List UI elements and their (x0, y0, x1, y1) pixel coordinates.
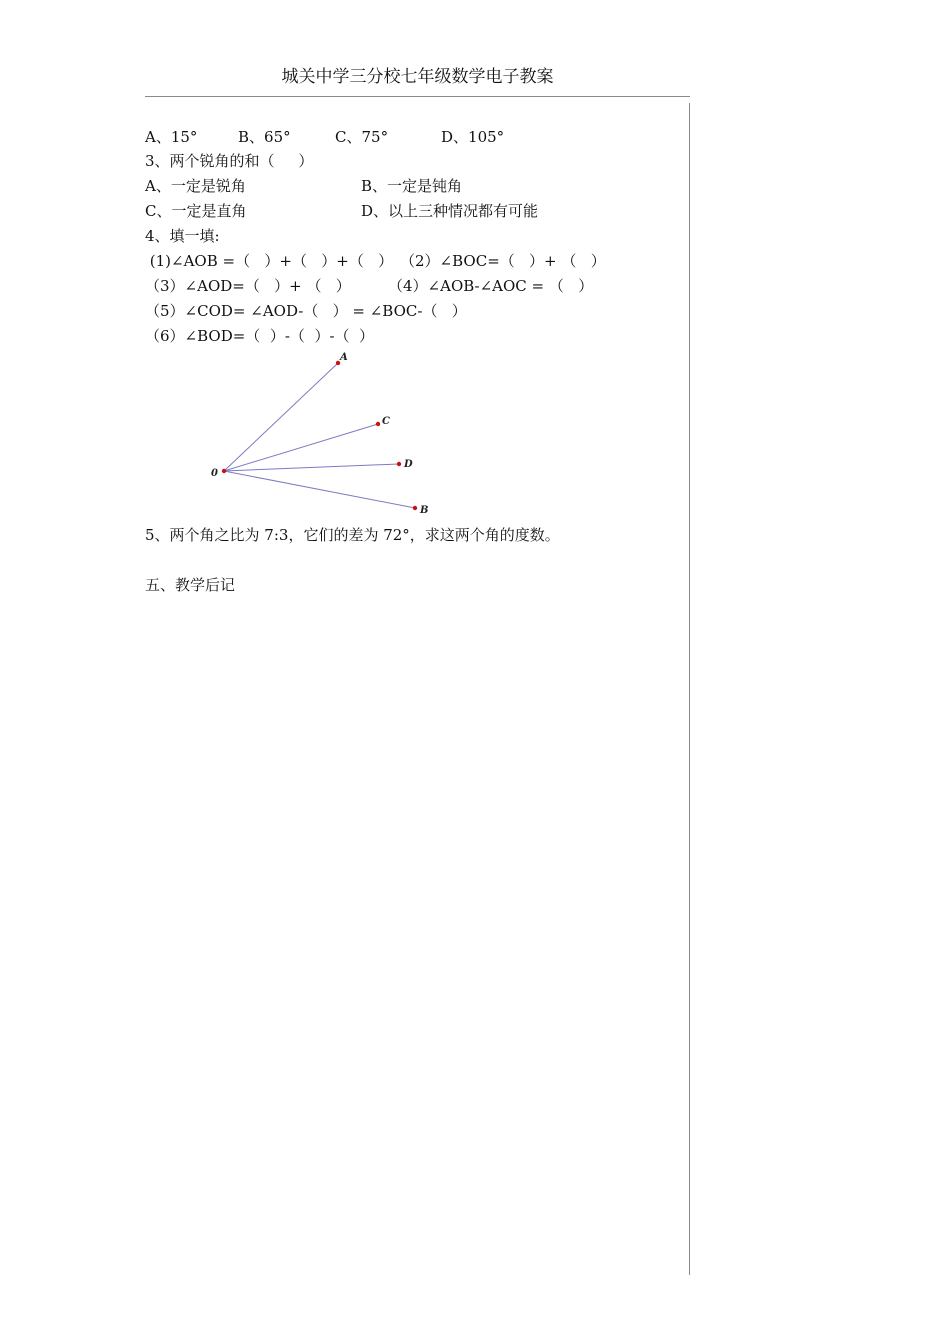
label-o: 0 (211, 468, 218, 479)
q4-item-2: （2）∠BOC=（ ）+ （ ） (400, 252, 606, 270)
point-d (397, 462, 401, 466)
q2-option-d: D、105° (441, 128, 505, 146)
page-header-title: 城关中学三分校七年级数学电子教案 (281, 67, 554, 87)
q4-item-3: （3）∠AOD=（ ）+ （ ） (145, 277, 351, 295)
right-margin-rule (689, 103, 690, 1275)
q2-option-c: C、75° (335, 128, 389, 146)
q4-stem: 4、填一填: (145, 227, 220, 245)
q2-option-a: A、15° (145, 128, 198, 146)
q3-stem: 3、两个锐角的和（ ） (145, 152, 314, 170)
point-o (222, 469, 226, 473)
label-c: C (382, 416, 390, 427)
q3-option-d: D、以上三种情况都有可能 (361, 202, 539, 220)
ray-od (224, 464, 399, 471)
ray-oa (224, 363, 338, 471)
angle-figure (200, 348, 450, 520)
q3-option-b: B、一定是钝角 (361, 177, 463, 195)
label-d: D (404, 459, 413, 470)
ray-oc (224, 424, 378, 471)
q4-item-4: （4）∠AOB-∠AOC = （ ） (388, 277, 594, 295)
q3-option-c: C、一定是直角 (145, 202, 247, 220)
section-5-title: 五、教学后记 (145, 576, 236, 594)
q4-item-6: （6）∠BOD=（ ）-（ ）-（ ） (145, 327, 375, 345)
q4-item-5: （5）∠COD= ∠AOD-（ ） = ∠BOC-（ ） (145, 302, 467, 320)
q5-text: 5、两个角之比为 7:3，它们的差为 72°，求这两个角的度数。 (145, 526, 560, 544)
q3-option-a: A、一定是锐角 (145, 177, 246, 195)
header-divider (145, 96, 690, 97)
q2-option-b: B、65° (238, 128, 291, 146)
point-b (413, 506, 417, 510)
q4-item-1: (1)∠AOB =（ ）+（ ）+（ ） (145, 252, 394, 270)
angle-figure-svg (200, 348, 450, 520)
point-c (376, 422, 380, 426)
label-b: B (420, 505, 429, 516)
label-a: A (340, 352, 348, 363)
ray-ob (224, 471, 415, 508)
